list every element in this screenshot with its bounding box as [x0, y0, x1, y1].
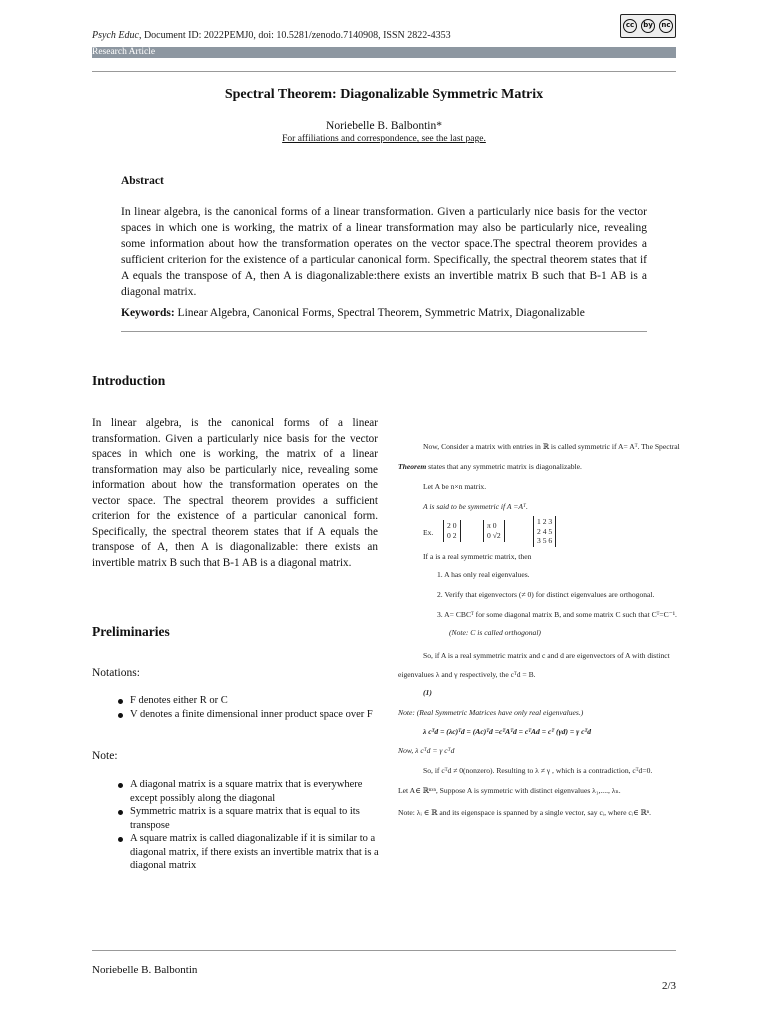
figure-line: Let A be n×n matrix. [423, 482, 487, 491]
figure-line: If a is a real symmetric matrix, then [423, 552, 532, 561]
figure-line: 2. Verify that eigenvectors (≠ 0) for distinct eigenvalues are orthogonal. [437, 590, 655, 599]
matrix-row: 1 2 3 [537, 517, 553, 526]
matrix-row: 2 0 [447, 521, 457, 530]
figure-line: So, if cᵀd ≠ 0(nonzero). Resulting to λ ≠ γ , which is a contradiction, cᵀd=0. [423, 766, 653, 775]
cc-license-badge[interactable] [620, 14, 676, 38]
figure-line: 1. A has only real eigenvalues. [437, 570, 530, 579]
keywords-label: Keywords: [121, 307, 175, 319]
footer-author: Noriebelle B. Balbontin [92, 964, 198, 976]
cc-icon: cc [623, 19, 637, 33]
abstract-text: In linear algebra, is the canonical forms of a linear transformation. Given a particularly nice basis for the vector spaces in which one is working, the matrix of a linear transformation may also be particularly nice, revealing some information about how the transformation operates on the vector space.The spectral theorem provides a sufficient criterion for the existence of a particular canonical form. Specifically, the spectral theorem states that if A equals the transpose of A, then A is diagonalizable:there exists an invertible matrix B such that B-1 AB is a diagonal matrix. [121, 206, 647, 299]
matrix-3 [533, 516, 556, 547]
matrix-1 [443, 520, 461, 542]
article-type-band: Research Article [92, 47, 676, 58]
document-info: , Document ID: 2022PEMJ0, doi: 10.5281/zenodo.7140908, ISSN 2822-4353 [138, 30, 451, 41]
figure-line [398, 462, 582, 471]
figure-line: Now, λ cᵀd = γ cᵀd [398, 746, 455, 755]
by-icon: by [641, 19, 655, 33]
example-label: Ex. [423, 528, 434, 537]
figure-line: (1) [423, 688, 432, 697]
journal-name: Psych Educ [92, 30, 139, 41]
nc-icon: nc [659, 19, 673, 33]
note-label: Note: [92, 750, 118, 762]
running-header [92, 30, 451, 41]
matrix-2 [483, 520, 505, 542]
introduction-heading: Introduction [92, 373, 166, 388]
abstract-divider [121, 331, 647, 332]
figure-line: λ cᵀd = (λc)ᵀd = (Ac)ᵀd =cᵀAᵀd = cᵀAd = cᵀ (γd) = γ cᵀd [423, 727, 592, 736]
figure-line: (Note: C is called orthogonal) [449, 628, 541, 637]
matrix-row: 3 5 6 [537, 536, 553, 545]
header-divider [92, 71, 676, 72]
list-item: F denotes either R or C [130, 694, 380, 708]
affiliation-link[interactable]: For affiliations and correspondence, see the last page. [282, 134, 486, 144]
list-item: A square matrix is called diagonalizable if it is similar to a diagonal matrix, if there exists an invertible matrix that is a diagonal matrix [130, 833, 379, 871]
matrix-row: 0 √2 [487, 531, 501, 540]
theorem-word: Theorem [398, 462, 427, 471]
figure-line: A is said to be symmetric if A =Aᵀ. [423, 502, 528, 511]
list-item: Symmetric matrix is a square matrix that is equal to its transpose [130, 805, 380, 832]
figure-line: 3. A= CBCᵀ for some diagonal matrix B, and some matrix C such that Cᵀ=C⁻¹. [437, 610, 677, 619]
figure-line: So, if A is a real symmetric matrix and c and d are eigenvectors of A with distinct [423, 651, 670, 660]
figure-line: Note: (Real Symmetric Matrices have only real eigenvalues.) [398, 708, 584, 717]
list-item: V denotes a finite dimensional inner product space over F [130, 708, 380, 722]
figure-line-tail: states that any symmetric matrix is diagonalizable. [426, 462, 582, 471]
figure-line: eigenvalues λ and γ respectively, the cᵀd = B. [398, 670, 536, 679]
preliminaries-heading: Preliminaries [92, 624, 170, 639]
figure-line: Now, Consider a matrix with entries in ℝ is called symmetric if A= Aᵀ. The Spectral [423, 442, 680, 451]
list-item: A diagonal matrix is a square matrix that is everywhere except possibly along the diagonal [130, 778, 380, 805]
abstract-heading: Abstract [121, 175, 164, 187]
notations-label: Notations: [92, 667, 140, 679]
notes-list [130, 778, 380, 873]
introduction-text: In linear algebra, is the canonical forms of a linear transformation. Given a particularly nice basis for the vector spaces in which one is working, the matrix of a linear transformation may also be particularly nice, revealing some information about how the transformation operates on the vector space. The spectral theorem provides a sufficient criterion for the existence of a particular canonical form. Specifically, the spectral theorem states that if A equals the transpose of A, then A is diagonalizable: there exists an invertible matrix B such that B-1 AB is a diagonal matrix. [92, 417, 378, 569]
matrix-row: 0 2 [447, 531, 457, 540]
matrix-row: π 0 [487, 521, 497, 530]
paper-title: Spectral Theorem: Diagonalizable Symmetric Matrix [224, 87, 544, 102]
matrix-row: 2 4 5 [537, 526, 553, 536]
keywords-list: Linear Algebra, Canonical Forms, Spectral Theorem, Symmetric Matrix, Diagonalizable [177, 307, 585, 319]
figure-line: Note: λᵢ ∈ ℝ and its eigenspace is spanned by a single vector, say cᵢ, where cᵢ∈ ℝⁿ. [398, 808, 652, 817]
notations-list [130, 694, 380, 721]
page-number: 2/3 [661, 980, 676, 992]
figure-line: Let A∈ ℝⁿˣⁿ, Suppose A is symmetric with distinct eigenvalues λ₁,...., λₙ. [398, 786, 621, 795]
author-name: Noriebelle B. Balbontin* [326, 120, 442, 132]
keywords [121, 307, 661, 319]
footer-divider [92, 950, 676, 951]
